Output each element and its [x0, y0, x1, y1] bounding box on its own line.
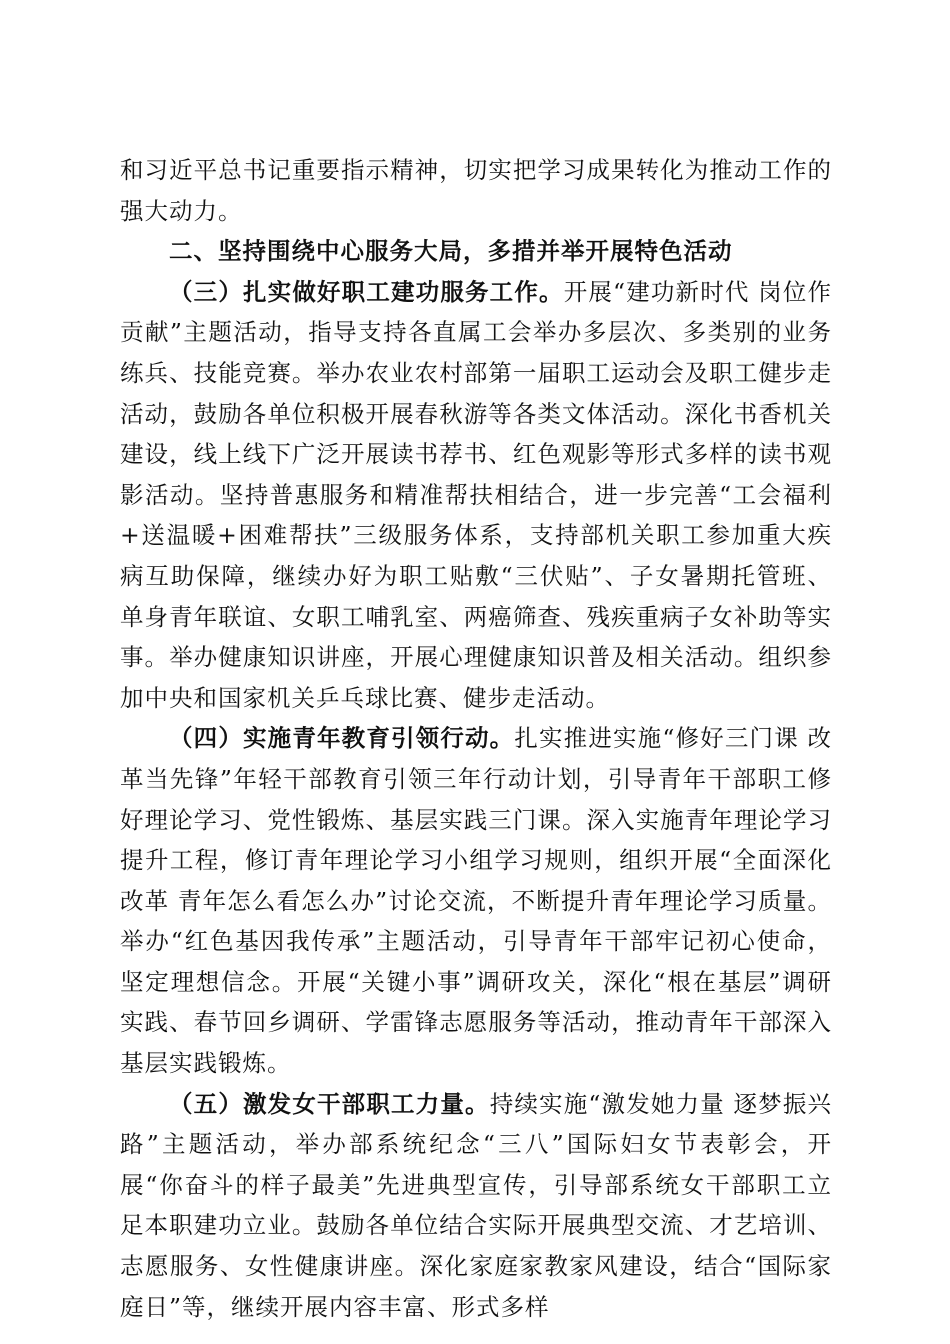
paragraph-item-4 — [120, 718, 832, 1083]
paragraph-text: 开展“建功新时代 岗位作贡献”主题活动，指导支持各直属工会举办多层次、多类别的业务练兵、技能竞赛。举办农业农村部第一届职工运动会及职工健步走活动，鼓励各单位积极开展春秋游等各类文体活动。深化书香机关建设，线上线下广泛开展读书荐书、红色观影等形式多样的读书观影活动。坚持普惠服务和精准帮扶相结合，进一步完善“工会福利+送温暖+困难帮扶”三级服务体系，支持部机关职工参加重大疾病互助保障，继续办好为职工贴敷“三伏贴”、子女暑期托管班、单身青年联谊、女职工哺乳室、两癌筛查、残疾重病子女补助等实事。举办健康知识讲座，开展心理健康知识普及相关活动。组织参加中央和国家机关乒乓球比赛、健步走活动。 — [120, 277, 833, 712]
paragraph-text: 扎实推进实施“修好三门课 改革当先锋”年轻干部教育引领三年行动计划，引导青年干部职工修好理论学习、党性锻炼、基层实践三门课。深入实施青年理论学习提升工程，修订青年理论学习小组学习规则，组织开展“全面深化改革 青年怎么看怎么办”讨论交流，不断提升青年理论学习质量。举办“红色基因我传承”主题活动，引导青年干部牢记初心使命，坚定理想信念。开展“关键小事”调研攻关，深化“根在基层”调研实践、春节回乡调研、学雷锋志愿服务等活动，推动青年干部深入基层实践锻炼。 — [120, 724, 833, 1078]
paragraph-text: 持续实施“激发她力量 逐梦振兴路”主题活动，举办部系统纪念“三八”国际妇女节表彰会，开展“你奋斗的样子最美”先进典型宣传，引导部系统女干部职工立足本职建功立业。鼓励各单位结合实际开展典型交流、才艺培训、志愿服务、女性健康讲座。深化家庭家教家风建设，结合“国际家庭日”等，继续开展内容丰富、形式多样 — [120, 1089, 833, 1321]
section-heading-2 — [120, 231, 832, 272]
item-lead-heading: （三）扎实做好职工建功服务工作。 — [169, 277, 564, 306]
section-heading-text: 二、坚持围绕中心服务大局，多措并举开展特色活动 — [169, 237, 733, 266]
paragraph-continuation — [120, 150, 832, 231]
document-body — [120, 150, 832, 1327]
item-lead-heading: （五）激发女干部职工力量。 — [169, 1089, 490, 1118]
item-lead-heading: （四）实施青年教育引领行动。 — [169, 724, 515, 753]
paragraph-item-3 — [120, 272, 832, 719]
paragraph-text: 和习近平总书记重要指示精神，切实把学习成果转化为推动工作的强大动力。 — [120, 156, 832, 225]
paragraph-item-5 — [120, 1084, 832, 1328]
